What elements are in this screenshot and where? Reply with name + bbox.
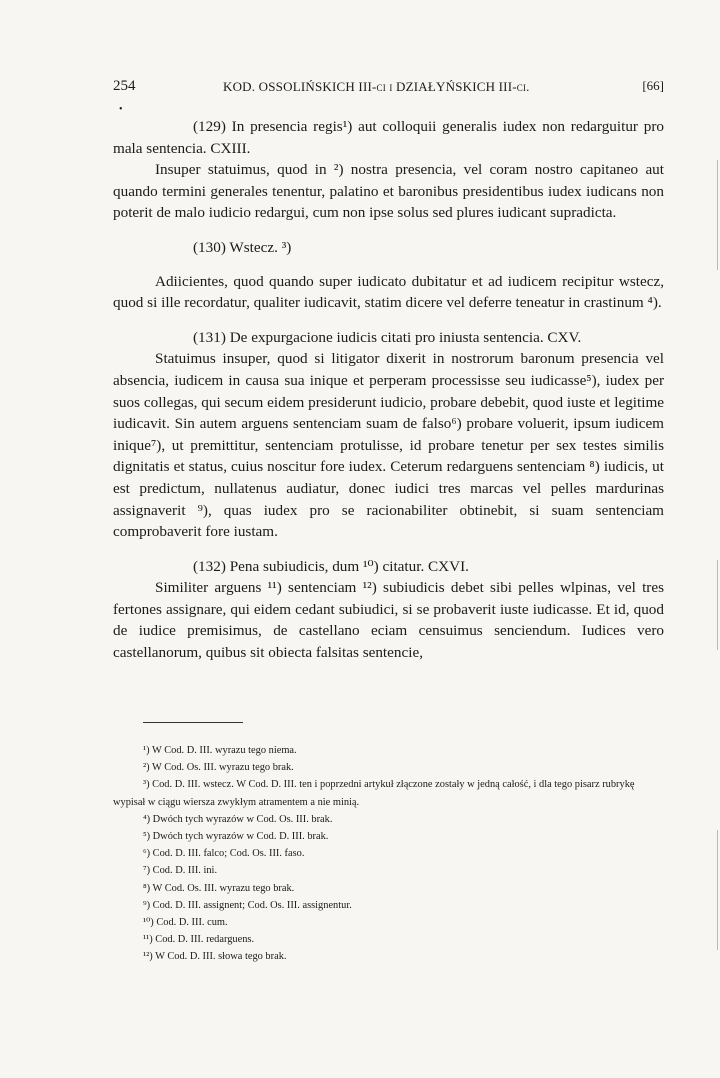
page-header xyxy=(113,78,664,98)
scan-edge-mark xyxy=(717,830,718,950)
main-text xyxy=(113,116,664,664)
section-body: Statuimus insuper, quod si litigator dixerit in nostrorum baronum presencia vel absencia, iudicem in causa sua inique et perperam processisse seu iudicasse⁵), iudex per suos collegas, qui secum eidem presiderunt iudicio, probare debebit, quod iuste et legitime iudicavit. Sin autem arguens sentenciam suam de falso⁶) probare voluerit, ipsum iudicem inique⁷), ut premittitur, sentenciam protulisse, id probare tenetur per sex testes similis dignitatis et status, cuius noscitur fore iudex. Ceterum redarguens sentenciam ⁸) iudicis, ut est predictum, nullatenus audiatur, donec iudici tres marcas vel pelles mardurinas assignaverit ⁹), quas iudex pro se racionabiliter obtinebit, si suam sentenciam comprobaverit fore iustam. xyxy=(113,350,664,541)
scan-edge-mark xyxy=(717,560,718,650)
footnote: ⁷) Cod. D. III. ini. xyxy=(143,865,218,877)
footnote-separator xyxy=(143,722,243,723)
section-body: Similiter arguens ¹¹) sentenciam ¹²) subiudicis debet sibi pelles wlpinas, vel tres fertones assignare, qui eidem cedant subiudici, si se probaverit iuste iudicasse. Et id, quod de iudice premisimus, de castellano eciam censuimus senciendum. Iudices vero castellanorum, quibus sit obiecta falsitas sentencie, xyxy=(113,579,664,662)
section-title: (132) Pena subiudicis, dum ¹⁰) citatur. CXVI. xyxy=(193,557,469,575)
footnote: ²) W Cod. Os. III. wyrazu tego brak. xyxy=(143,762,294,774)
page-number: 254 xyxy=(113,78,136,94)
footnote: ⁶) Cod. D. III. falco; Cod. Os. III. faso. xyxy=(143,848,305,860)
section-title: (131) De expurgacione iudicis citati pro iniusta sentencia. CXV. xyxy=(193,328,582,346)
footnote: ¹²) W Cod. D. III. słowa tego brak. xyxy=(143,951,287,963)
section-title: (129) In presencia regis¹) aut colloquii generalis iudex non redarguitur pro mala sentencia. CXIII. xyxy=(113,118,664,157)
footnote: ¹⁰) Cod. D. III. cum. xyxy=(143,917,228,929)
footnote: ³) Cod. D. III. wstecz. W Cod. D. III. ten i poprzedni artykuł złączone zostały w jedną całość, i dla tego pisarz rubrykę wypisał w ciągu wiersza zwykłym atramentem a nie minią. xyxy=(113,779,635,808)
section-body: Adiicientes, quod quando super iudicato dubitatur et ad iudicem recipitur wstecz, quod si ille recordatur, qualiter iudicavit, statim dicere vel deferre teneatur in crastinum ⁴). xyxy=(113,272,664,312)
footnote: ⁹) Cod. D. III. assignent; Cod. Os. III. assignentur. xyxy=(143,899,352,911)
section-body: Insuper statuimus, quod in ²) nostra presencia, vel coram nostro capitaneo aut quando termini generales tenentur, palatino et baronibus presidentibus iudex iudicans non poterit de malo iudicio redargui, cum non ipse solus sed plures iudicant supradicta. xyxy=(113,161,664,222)
footnote: ⁸) W Cod. Os. III. wyrazu tego brak. xyxy=(143,882,295,894)
footnote: ¹¹) Cod. D. III. redarguens. xyxy=(143,934,255,946)
folio-number: [66] xyxy=(642,78,664,93)
margin-dot: • xyxy=(119,104,123,115)
running-title: KOD. OSSOLIŃSKICH III-ci i DZIAŁYŃSKICH III-ci. xyxy=(223,79,530,94)
footnote: ⁴) Dwóch tych wyrazów w Cod. Os. III. brak. xyxy=(143,813,333,825)
scan-edge-mark xyxy=(717,160,718,270)
footnotes xyxy=(113,742,664,966)
footnote: ¹) W Cod. D. III. wyrazu tego niema. xyxy=(143,745,297,756)
section-title: (130) Wstecz. ³) xyxy=(193,238,292,256)
footnote: ⁵) Dwóch tych wyrazów w Cod. D. III. brak. xyxy=(143,831,329,843)
